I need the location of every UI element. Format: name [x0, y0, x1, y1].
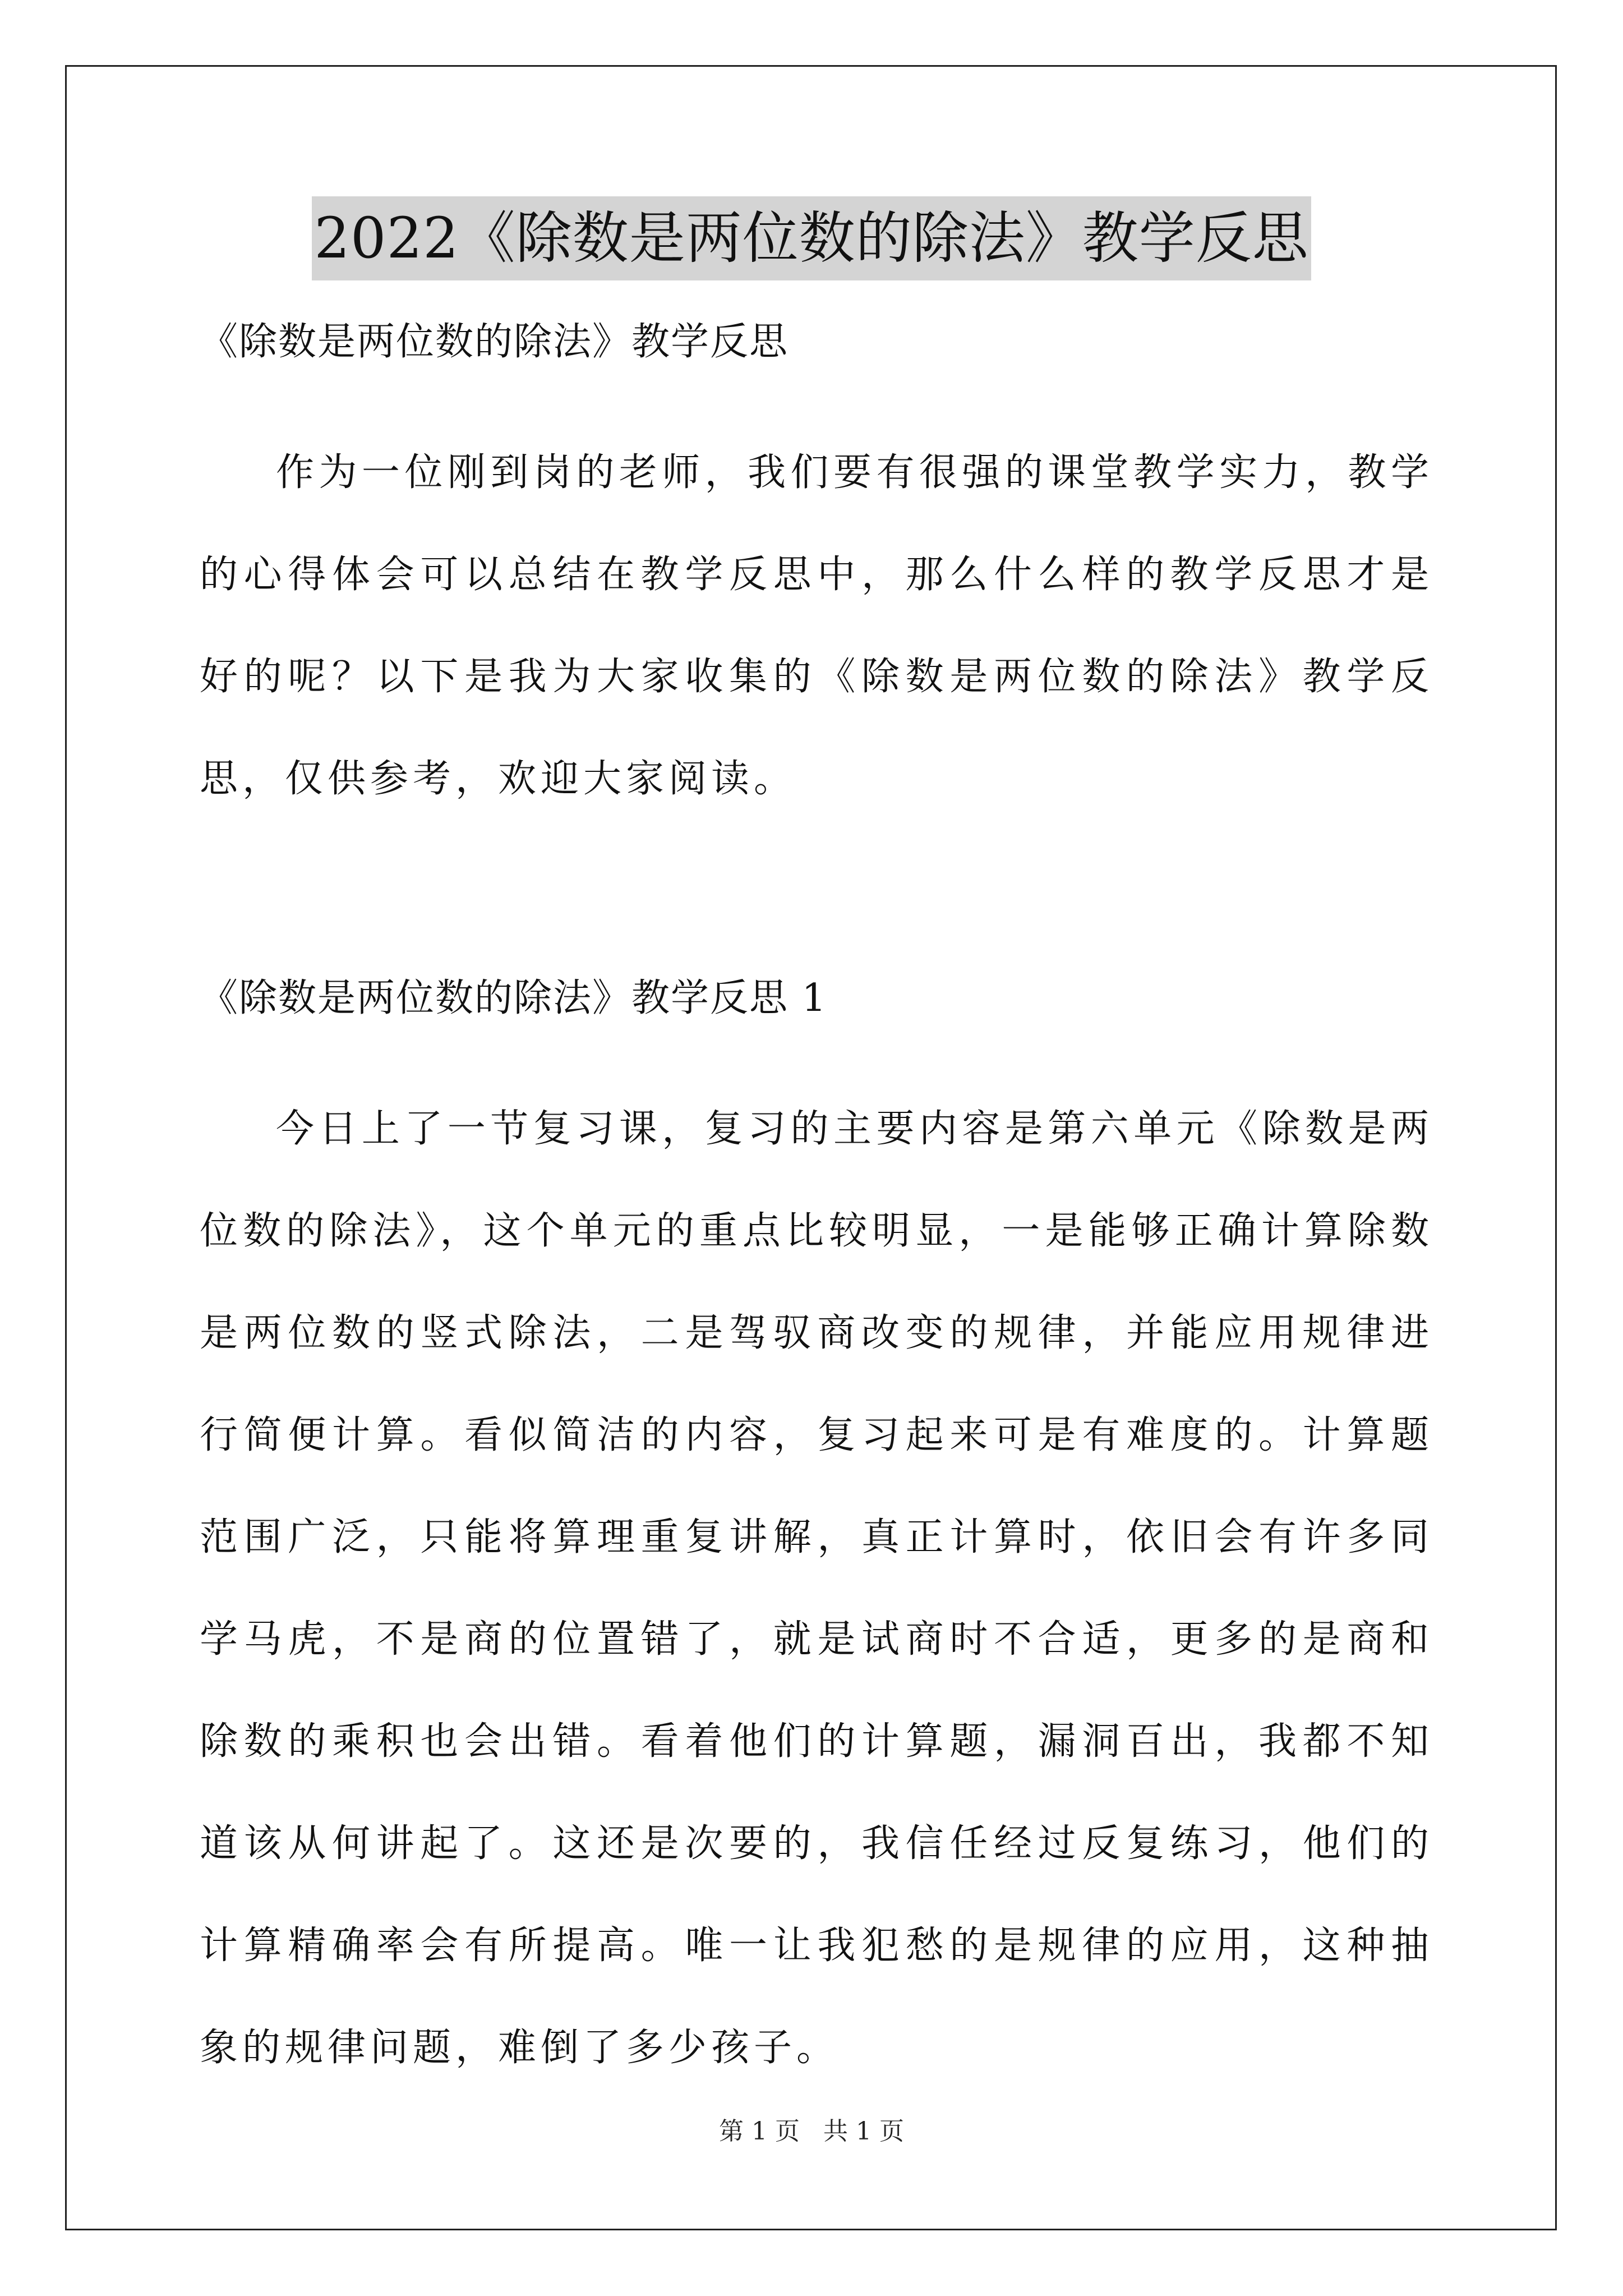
document-title[interactable]: 2022《除数是两位数的除法》教学反思: [312, 196, 1311, 280]
document-body: [200, 314, 1433, 2099]
section-heading-reflection-1: 《除数是两位数的除法》教学反思 1: [200, 976, 827, 1020]
page-footer: 第 1 页 共 1 页: [719, 2117, 904, 2146]
section-paragraph-reflection-1: 今日上了一节复习课，复习的主要内容是第六单元《除数是两位数的除法》，这个单元的重点比较明显，一是能够正确计算除数是两位数的竖式除法，二是驾驭商改变的规律，并能应用规律进行简便计算。看似简洁的内容，复习起来可是有难度的。计算题范围广泛，只能将算理重复讲解，真正计算时，依旧会有许多同学马虎，不是商的位置错了，就是试商时不合适，更多的是商和除数的乘积也会出错。看着他们的计算题，漏洞百出，我都不知道该从何讲起了。这还是次要的，我信任经过反复练习，他们的计算精确率会有所提高。唯一让我犯愁的是规律的应用，这种抽象的规律问题，难倒了多少孩子。: [200, 1107, 1433, 2070]
title-container: [0, 196, 1623, 280]
section-paragraph-intro: 作为一位刚到岗的老师，我们要有很强的课堂教学实力，教学的心得体会可以总结在教学反思中，那么什么样的教学反思才是好的呢？以下是我为大家收集的《除数是两位数的除法》教学反思，仅供参考，欢迎大家阅读。: [200, 450, 1433, 801]
section-heading-intro: 《除数是两位数的除法》教学反思: [200, 320, 789, 364]
